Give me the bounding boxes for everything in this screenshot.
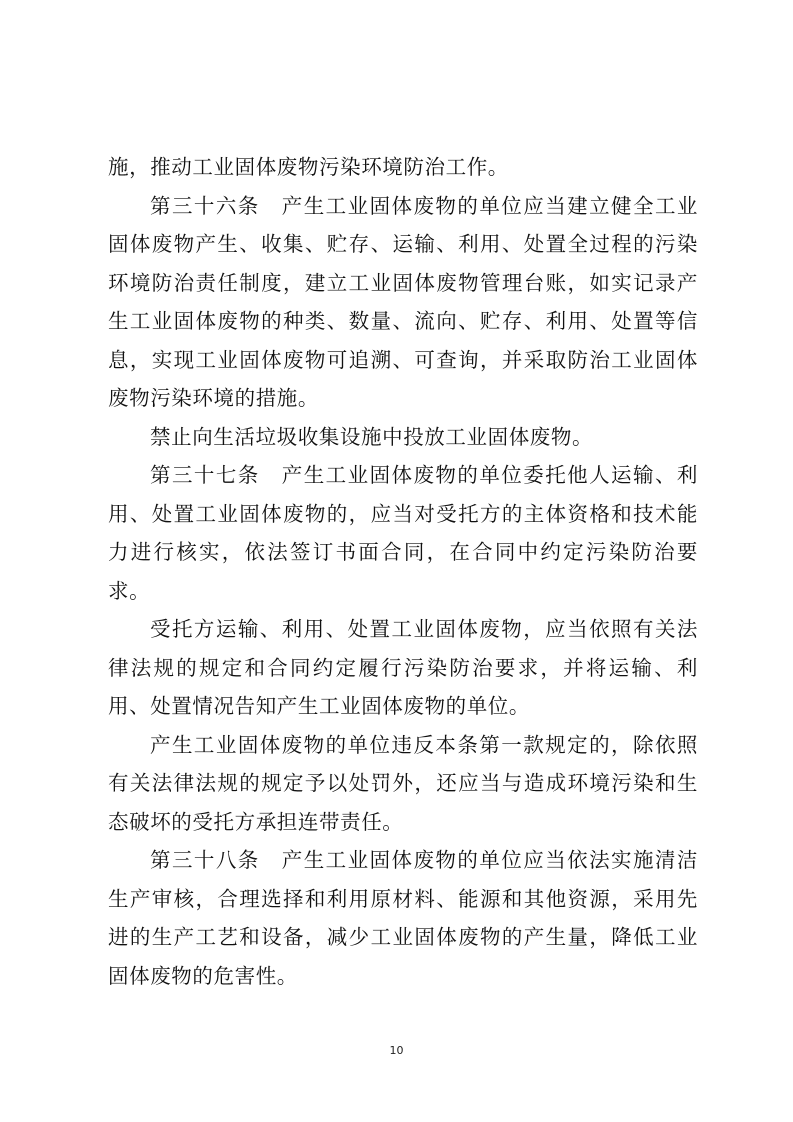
paragraph-text: 受托方运输、利用、处置工业固体废物，应当依照有关法律法规的规定和合同约定履行污染防治要求，并将运输、利用、处置情况告知产生工业固体废物的单位。 — [108, 617, 698, 718]
paragraph-text: 施，推动工业固体废物污染环境防治工作。 — [108, 155, 509, 179]
paragraph-text: 产生工业固体废物的单位应当建立健全工业固体废物产生、收集、贮存、运输、利用、处置全过程的污染环境防治责任制度，建立工业固体废物管理台账，如实记录产生工业固体废物的种类、数量、流向、贮存、利用、处置等信息，实现工业固体废物可追溯、可查询，并采取防治工业固体废物污染环境的措施。 — [108, 193, 698, 410]
paragraph-text: 产生工业固体废物的单位委托他人运输、利用、处置工业固体废物的，应当对受托方的主体资格和技术能力进行核实，依法签订书面合同，在合同中约定污染防治要求。 — [108, 463, 698, 603]
paragraph — [108, 726, 698, 842]
page-number: 10 — [389, 1044, 404, 1057]
paragraph-article-38 — [108, 841, 698, 995]
article-heading: 第三十七条 — [150, 463, 260, 487]
paragraph — [108, 148, 698, 187]
article-heading: 第三十八条 — [150, 848, 260, 872]
paragraph — [108, 610, 698, 726]
document-body — [108, 148, 698, 995]
paragraph-article-36 — [108, 187, 698, 418]
paragraph-text: 禁止向生活垃圾收集设施中投放工业固体废物。 — [150, 424, 594, 449]
paragraph-text: 产生工业固体废物的单位违反本条第一款规定的，除依照有关法律法规的规定予以处罚外，还应当与造成环境污染和生态破坏的受托方承担连带责任。 — [108, 732, 698, 834]
article-heading: 第三十六条 — [150, 193, 260, 218]
paragraph — [108, 418, 698, 457]
paragraph-text: 产生工业固体废物的单位应当依法实施清洁生产审核，合理选择和利用原材料、能源和其他资源，采用先进的生产工艺和设备，减少工业固体废物的产生量，降低工业固体废物的危害性。 — [108, 848, 698, 988]
paragraph-article-37 — [108, 456, 698, 610]
